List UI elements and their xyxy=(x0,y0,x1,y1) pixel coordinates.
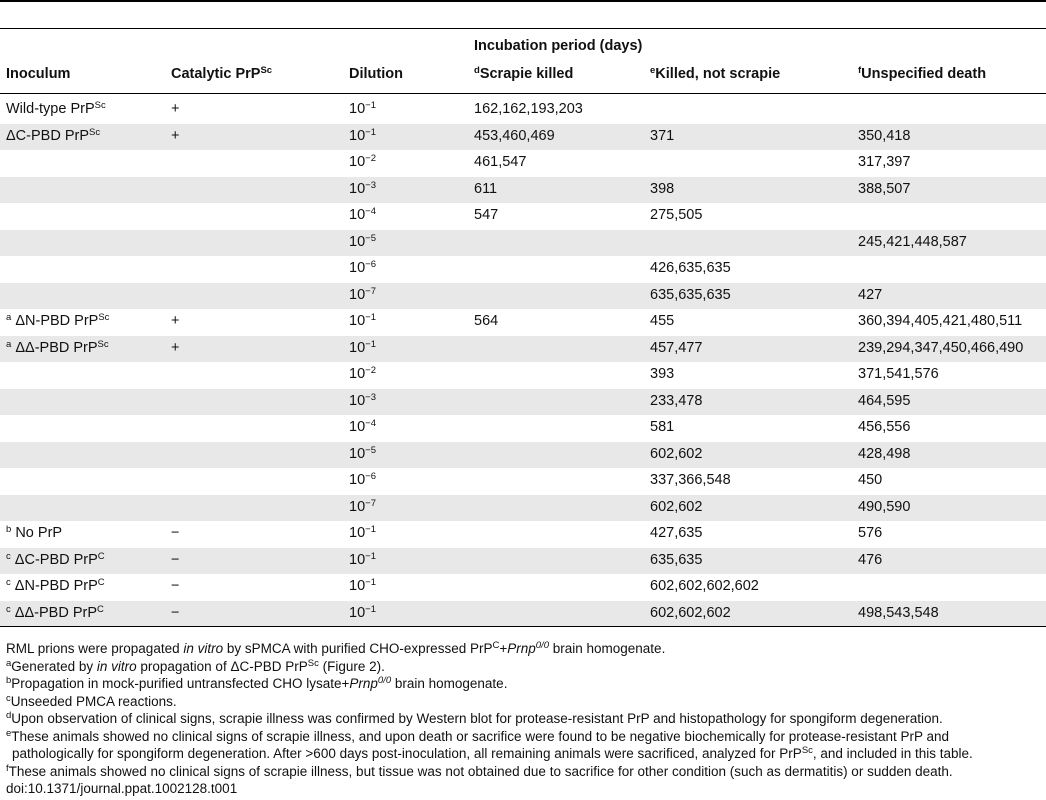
fn-text: pathologically for spongiform degeneration. After >600 days post-inoculation, all remaining animals were sacrificed, analyzed for PrP xyxy=(12,746,802,761)
cell-killed-not-scrapie: 602,602,602 xyxy=(650,604,731,621)
inoculum-name: Wild-type PrP xyxy=(6,101,95,117)
col-header-scrapie-killed xyxy=(474,66,573,82)
table-bottom-rule xyxy=(0,626,1046,627)
dilution-base: 10 xyxy=(349,498,366,515)
cell-scrapie-killed: 162,162,193,203 xyxy=(474,101,583,117)
dilution-base: 10 xyxy=(349,154,366,170)
cell-catalytic: + xyxy=(171,339,180,356)
dilution-base: 10 xyxy=(349,286,366,303)
cell-killed-not-scrapie: 455 xyxy=(650,313,675,329)
dilution-exponent: −2 xyxy=(365,365,376,376)
cell-killed-not-scrapie: 233,478 xyxy=(650,392,703,409)
row-footnote-mark: a xyxy=(6,338,12,350)
fn-sup: 0/0 xyxy=(377,675,392,686)
fn-italic: Prnp xyxy=(507,641,536,656)
fn-text: Propagation in mock-purified untransfected CHO lysate+ xyxy=(11,676,350,691)
cell-unspecified-death: 576 xyxy=(858,525,883,541)
dilution-base: 10 xyxy=(349,366,366,382)
fn-text: propagation of ΔC-PBD PrP xyxy=(136,658,308,674)
fn-text: (Figure 2). xyxy=(318,658,385,674)
cell-scrapie-killed: 461,547 xyxy=(474,154,527,170)
cell-killed-not-scrapie: 371 xyxy=(650,127,675,144)
row-footnote-mark: c xyxy=(6,603,11,615)
cell-inoculum xyxy=(6,128,100,144)
cell-catalytic: − xyxy=(171,525,180,541)
table-row xyxy=(0,601,1046,628)
row-footnote-mark: a xyxy=(6,312,12,323)
fn-text: , and included in this table. xyxy=(812,746,973,761)
dilution-base: 10 xyxy=(349,419,366,435)
table-row xyxy=(0,468,1046,495)
fn-sup: C xyxy=(492,640,500,651)
cell-killed-not-scrapie: 427,635 xyxy=(650,525,703,541)
fn-text: RML prions were propagated xyxy=(6,641,184,656)
footnote-d xyxy=(6,710,1044,728)
table-row xyxy=(0,124,1046,151)
col-header-unspecified-death xyxy=(858,66,986,82)
cell-unspecified-death: 428,498 xyxy=(858,445,911,462)
cell-killed-not-scrapie: 635,635,635 xyxy=(650,286,731,303)
cell-unspecified-death: 360,394,405,421,480,511 xyxy=(858,313,1023,329)
dilution-exponent: −1 xyxy=(365,524,376,535)
cell-unspecified-death: 427 xyxy=(858,286,883,303)
inoculum-sup: C xyxy=(97,603,104,615)
dilution-base: 10 xyxy=(349,525,366,541)
cell-inoculum xyxy=(6,340,109,356)
col-header-text: Killed, not scrapie xyxy=(655,66,781,82)
table-row xyxy=(0,521,1046,548)
fn-mark: f xyxy=(6,762,9,774)
inoculum-sup: Sc xyxy=(94,100,106,111)
inoculum-name: ΔΔ-PBD PrP xyxy=(14,604,97,621)
inoculum-name: No PrP xyxy=(15,525,63,541)
cell-killed-not-scrapie: 602,602 xyxy=(650,498,703,515)
col-header-text: Unspecified death xyxy=(861,66,987,82)
table-row xyxy=(0,150,1046,177)
fn-italic: in vitro xyxy=(183,641,224,656)
dilution-base: 10 xyxy=(349,233,366,250)
incubation-group-header: Incubation period (days) xyxy=(474,38,643,54)
footnote-b xyxy=(6,675,1044,693)
footnote-mark: e xyxy=(650,65,656,76)
table-row xyxy=(0,548,1046,575)
fn-mark: d xyxy=(6,710,12,721)
fn-text: Unseeded PMCA reactions. xyxy=(10,693,177,709)
cell-inoculum xyxy=(6,605,104,621)
fn-text: by sPMCA with purified CHO-expressed PrP xyxy=(223,641,493,656)
cell-dilution xyxy=(349,287,376,303)
doi-line: doi:10.1371/journal.ppat.1002128.t001 xyxy=(6,781,238,796)
dilution-exponent: −1 xyxy=(365,550,376,562)
cell-scrapie-killed: 453,460,469 xyxy=(474,127,555,144)
fn-sup: Sc xyxy=(307,657,319,669)
fn-mark: c xyxy=(6,692,11,704)
inoculum-sup: Sc xyxy=(97,338,109,350)
fn-text: These animals showed no clinical signs of scrapie illness, but tissue was not obtained due to sacrifice for other condition (such as dermatitis) or sudden death. xyxy=(8,763,953,779)
row-footnote-mark: c xyxy=(6,577,11,588)
cell-killed-not-scrapie: 457,477 xyxy=(650,339,703,356)
fn-mark: e xyxy=(6,727,12,739)
fn-italic: Prnp xyxy=(349,676,378,691)
cell-dilution xyxy=(349,525,376,541)
dilution-base: 10 xyxy=(349,101,366,117)
dilution-exponent: −1 xyxy=(365,603,376,615)
cell-inoculum xyxy=(6,313,109,329)
dilution-base: 10 xyxy=(349,339,366,356)
cell-dilution xyxy=(349,393,376,409)
table-row xyxy=(0,389,1046,416)
cell-dilution xyxy=(349,207,376,223)
table-row xyxy=(0,309,1046,336)
fn-sup: Sc xyxy=(801,745,813,756)
dilution-exponent: −6 xyxy=(365,259,376,270)
cell-dilution xyxy=(349,366,376,382)
dilution-base: 10 xyxy=(349,604,366,621)
footnote-e xyxy=(6,728,1044,746)
table-row xyxy=(0,230,1046,257)
dilution-exponent: −4 xyxy=(365,418,376,429)
fn-sup: 0/0 xyxy=(535,640,549,651)
dilution-exponent: −1 xyxy=(365,100,376,111)
cell-killed-not-scrapie: 426,635,635 xyxy=(650,260,731,276)
cell-dilution xyxy=(349,181,376,197)
dilution-exponent: −7 xyxy=(365,285,376,297)
cell-inoculum xyxy=(6,552,105,568)
table-row xyxy=(0,362,1046,389)
cell-catalytic: + xyxy=(171,313,180,329)
cell-inoculum xyxy=(6,578,105,594)
cell-killed-not-scrapie: 581 xyxy=(650,419,675,435)
cell-catalytic: + xyxy=(171,127,180,144)
cell-catalytic: − xyxy=(171,604,180,621)
table-row xyxy=(0,97,1046,124)
table-footnotes xyxy=(6,640,1044,798)
dilution-exponent: −7 xyxy=(365,497,376,509)
cell-unspecified-death: 350,418 xyxy=(858,127,911,144)
cell-killed-not-scrapie: 398 xyxy=(650,180,675,197)
cell-unspecified-death: 239,294,347,450,466,490 xyxy=(858,339,1024,356)
fn-text: brain homogenate. xyxy=(548,641,666,656)
table-row xyxy=(0,574,1046,601)
cell-catalytic: − xyxy=(171,578,180,594)
inoculum-sup: C xyxy=(97,550,105,562)
dilution-base: 10 xyxy=(349,127,366,144)
cell-unspecified-death: 371,541,576 xyxy=(858,366,939,382)
footnote-c xyxy=(6,693,1044,711)
cell-dilution xyxy=(349,101,376,117)
fn-text: Generated by xyxy=(11,658,97,674)
footnote-f xyxy=(6,763,1044,781)
cell-scrapie-killed: 611 xyxy=(474,180,498,197)
cell-scrapie-killed: 564 xyxy=(474,313,499,329)
col-header-catalytic-text: Catalytic PrP xyxy=(171,66,261,82)
cell-dilution xyxy=(349,552,376,568)
table-header-rule xyxy=(0,28,1046,29)
table-row xyxy=(0,415,1046,442)
dilution-exponent: −1 xyxy=(365,126,376,138)
dilution-base: 10 xyxy=(349,578,366,594)
table-row xyxy=(0,442,1046,469)
footnote-main xyxy=(6,640,1044,658)
row-footnote-mark: c xyxy=(6,550,11,562)
cell-unspecified-death: 388,507 xyxy=(858,180,911,197)
col-header-inoculum: Inoculum xyxy=(6,66,71,82)
cell-dilution xyxy=(349,605,376,621)
cell-unspecified-death: 245,421,448,587 xyxy=(858,233,967,250)
cell-killed-not-scrapie: 602,602 xyxy=(650,445,703,462)
cell-dilution xyxy=(349,499,376,515)
inoculum-name: ΔC-PBD PrP xyxy=(6,127,89,144)
cell-unspecified-death: 476 xyxy=(858,551,883,568)
cell-catalytic: + xyxy=(171,101,180,117)
cell-unspecified-death: 317,397 xyxy=(858,154,911,170)
inoculum-name: ΔΔ-PBD PrP xyxy=(15,339,98,356)
dilution-base: 10 xyxy=(349,260,366,276)
cell-killed-not-scrapie: 393 xyxy=(650,366,675,382)
cell-unspecified-death: 464,595 xyxy=(858,392,911,409)
cell-unspecified-death: 450 xyxy=(858,472,883,488)
cell-dilution xyxy=(349,260,376,276)
dilution-base: 10 xyxy=(349,445,366,462)
dilution-base: 10 xyxy=(349,180,366,197)
fn-mark: a xyxy=(6,657,12,669)
col-header-text: Scrapie killed xyxy=(479,66,574,82)
col-header-dilution: Dilution xyxy=(349,66,403,82)
dilution-exponent: −3 xyxy=(365,391,376,403)
inoculum-sup: C xyxy=(97,577,105,588)
cell-dilution xyxy=(349,313,376,329)
dilution-exponent: −1 xyxy=(365,338,376,350)
footnote-mark: d xyxy=(474,65,480,76)
table-row xyxy=(0,283,1046,310)
cell-dilution xyxy=(349,472,376,488)
footnote-e-continued xyxy=(6,745,1044,763)
inoculum-name: ΔN-PBD PrP xyxy=(14,578,98,594)
inoculum-name: ΔC-PBD PrP xyxy=(14,551,98,568)
cell-scrapie-killed: 547 xyxy=(474,207,499,223)
dilution-exponent: −4 xyxy=(365,206,376,217)
inoculum-name: ΔN-PBD PrP xyxy=(15,313,99,329)
cell-inoculum xyxy=(6,101,106,117)
fn-text: brain homogenate. xyxy=(391,676,508,691)
fn-text: + xyxy=(499,641,508,656)
dilution-base: 10 xyxy=(349,313,366,329)
col-header-catalytic-sup: Sc xyxy=(260,65,273,76)
table-body xyxy=(0,97,1046,627)
footnote-a xyxy=(6,658,1044,676)
cell-unspecified-death: 456,556 xyxy=(858,419,911,435)
dilution-base: 10 xyxy=(349,551,366,568)
cell-dilution xyxy=(349,128,376,144)
fn-text: These animals showed no clinical signs of scrapie illness, and upon death or sacrifice were found to be negative biochemically for protease-resistant PrP and xyxy=(11,728,950,744)
dilution-base: 10 xyxy=(349,392,366,409)
cell-unspecified-death: 498,543,548 xyxy=(858,604,939,621)
cell-unspecified-death: 490,590 xyxy=(858,498,911,515)
cell-dilution xyxy=(349,154,376,170)
column-header-rule xyxy=(0,93,1046,94)
fn-text: Upon observation of clinical signs, scrapie illness was confirmed by Western blot for protease-resistant PrP and histopathology for spongiform degeneration. xyxy=(11,711,943,726)
cell-killed-not-scrapie: 635,635 xyxy=(650,551,703,568)
cell-killed-not-scrapie: 337,366,548 xyxy=(650,472,731,488)
dilution-base: 10 xyxy=(349,472,366,488)
cell-dilution xyxy=(349,340,376,356)
cell-dilution xyxy=(349,446,376,462)
dilution-exponent: −5 xyxy=(365,232,376,244)
dilution-exponent: −3 xyxy=(365,179,376,191)
dilution-exponent: −5 xyxy=(365,444,376,456)
row-footnote-mark: b xyxy=(6,524,12,535)
table-top-rule xyxy=(0,0,1046,2)
footnote-mark: f xyxy=(858,65,862,76)
cell-dilution xyxy=(349,234,376,250)
inoculum-sup: Sc xyxy=(98,312,110,323)
cell-killed-not-scrapie: 602,602,602,602 xyxy=(650,578,759,594)
col-header-catalytic xyxy=(171,66,272,82)
dilution-exponent: −1 xyxy=(365,577,376,588)
dilution-exponent: −6 xyxy=(365,471,376,482)
cell-inoculum xyxy=(6,525,62,541)
fn-italic: in vitro xyxy=(96,658,137,674)
cell-killed-not-scrapie: 275,505 xyxy=(650,207,703,223)
dilution-base: 10 xyxy=(349,207,366,223)
table-row xyxy=(0,336,1046,363)
dilution-exponent: −1 xyxy=(365,312,376,323)
table-row xyxy=(0,203,1046,230)
table-row xyxy=(0,256,1046,283)
cell-catalytic: − xyxy=(171,551,180,568)
fn-mark: b xyxy=(6,675,12,686)
cell-dilution xyxy=(349,419,376,435)
table-row xyxy=(0,495,1046,522)
inoculum-sup: Sc xyxy=(89,126,101,138)
col-header-killed-not-scrapie xyxy=(650,66,780,82)
dilution-exponent: −2 xyxy=(365,153,376,164)
table-row xyxy=(0,177,1046,204)
cell-dilution xyxy=(349,578,376,594)
